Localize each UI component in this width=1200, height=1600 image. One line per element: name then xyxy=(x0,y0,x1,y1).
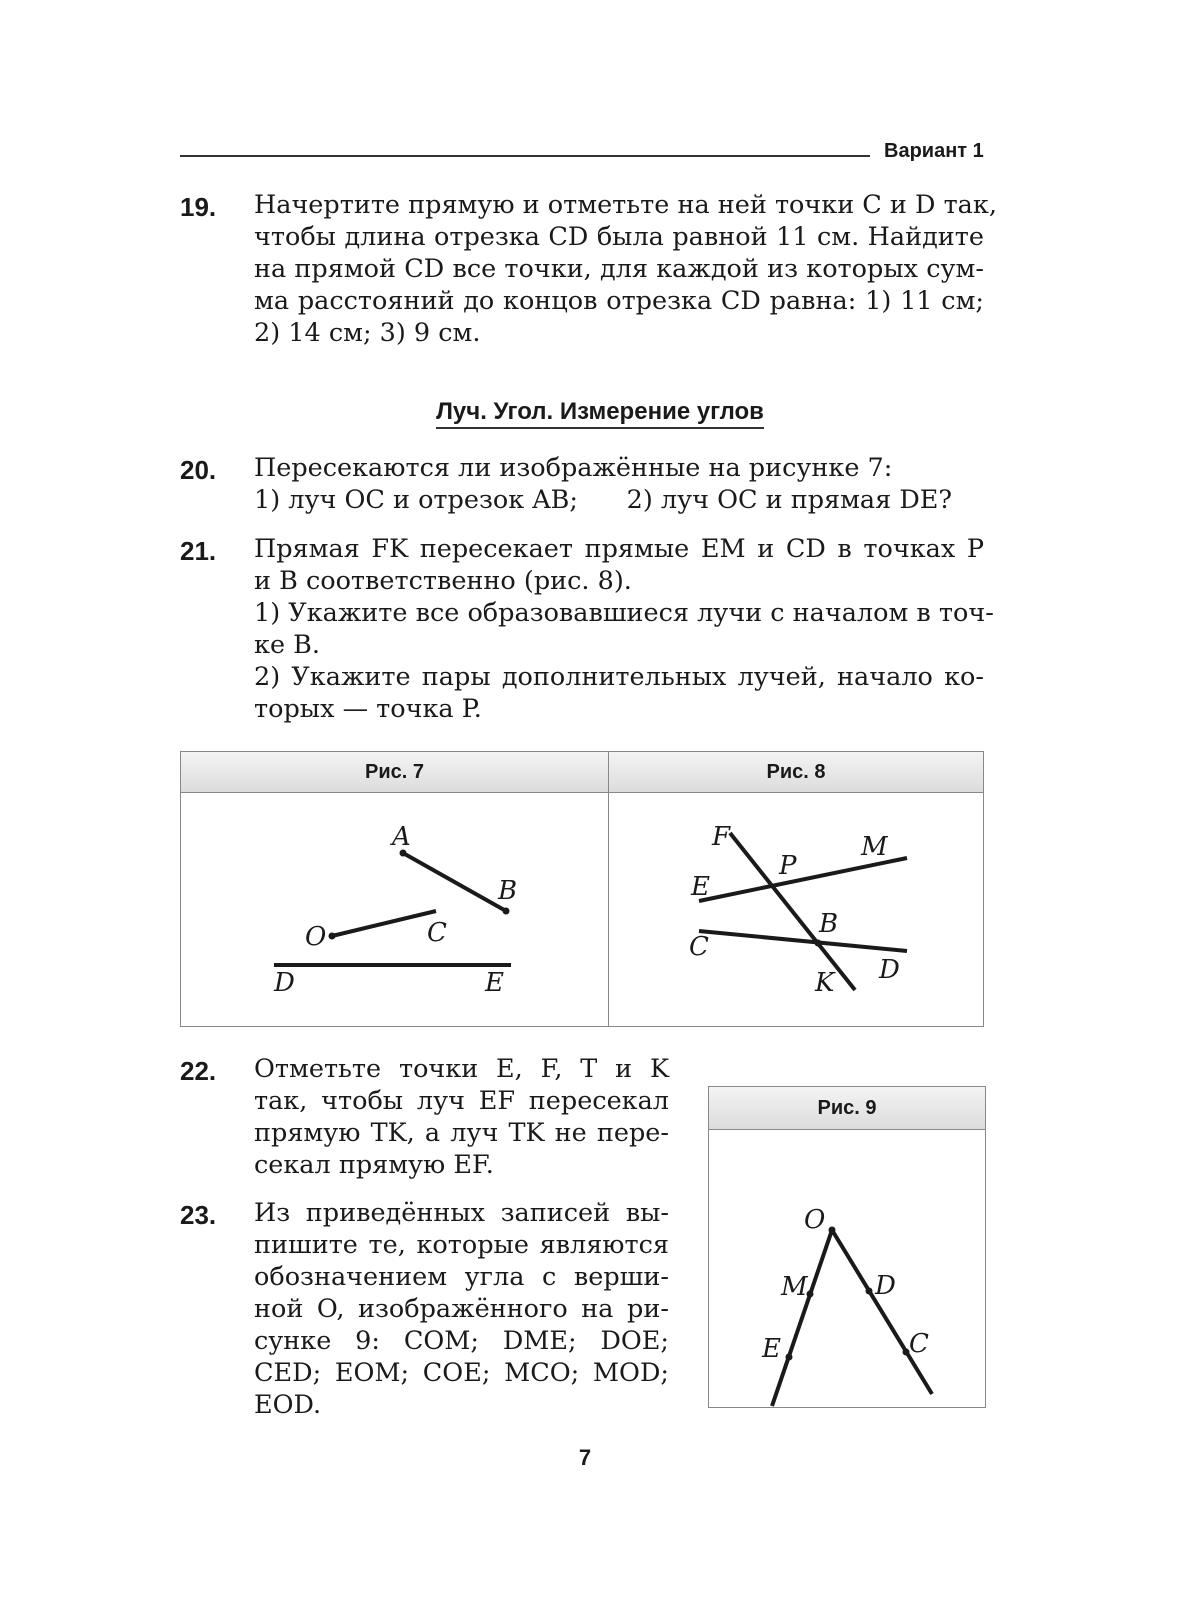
point-d xyxy=(866,1288,873,1295)
text-line: обозначением угла с верши- xyxy=(254,1262,669,1292)
label-o: O xyxy=(804,1205,826,1235)
label-d: D xyxy=(875,1271,896,1301)
text-line: 2) Укажите пары дополнительных лучей, начало ко- xyxy=(254,662,984,692)
figure-7-drawing xyxy=(181,793,608,1027)
problem-text xyxy=(254,1053,669,1181)
label-c: C xyxy=(689,932,709,962)
text-line: и B соответственно (рис. 8). xyxy=(254,566,632,596)
text-line: Отметьте точки E, F, T и K xyxy=(254,1054,669,1084)
text-line: торых — точка P. xyxy=(254,694,482,724)
text-line: Начертите прямую и отметьте на ней точки C и D так, xyxy=(254,190,997,220)
label-c: C xyxy=(909,1329,929,1359)
figure-7-body xyxy=(181,793,608,1026)
point-e xyxy=(786,1354,793,1361)
text-line: сунке 9: COM; DME; DOE; xyxy=(254,1326,669,1356)
line-em xyxy=(699,858,907,901)
header-rule xyxy=(180,155,870,157)
text-line: ке B. xyxy=(254,630,320,660)
point-o xyxy=(829,1227,836,1234)
label-b: B xyxy=(819,909,839,939)
figure-7 xyxy=(181,752,609,1026)
text-line: Пересекаются ли изображённые на рисунке 7: xyxy=(254,453,893,483)
ray-oc xyxy=(832,1230,932,1394)
section-title-text: Луч. Угол. Измерение углов xyxy=(436,398,764,429)
label-b: B xyxy=(498,876,518,906)
label-e: E xyxy=(691,872,710,902)
text-line: Прямая FK пересекает прямые EM и CD в точках P xyxy=(254,534,984,564)
problem-text xyxy=(254,189,997,349)
line-cd xyxy=(699,931,907,951)
figure-9-body xyxy=(709,1130,985,1407)
ray-oc xyxy=(332,911,436,936)
page-number: 7 xyxy=(578,1445,592,1470)
problem-text xyxy=(254,1197,669,1421)
text-line: Из приведённых записей вы- xyxy=(254,1198,669,1228)
label-m: M xyxy=(781,1272,808,1302)
figure-8-body xyxy=(609,793,983,1026)
text-line: 1) Укажите все образовавшиеся лучи с началом в точ- xyxy=(254,598,994,628)
label-m: M xyxy=(861,832,888,862)
problem-number: 20. xyxy=(180,455,217,485)
ray-oe xyxy=(772,1230,832,1406)
point-b xyxy=(503,908,510,915)
label-o: O xyxy=(305,922,327,952)
text-line: CED; EOM; COE; MCO; MOD; xyxy=(254,1358,669,1388)
label-e: E xyxy=(485,968,504,998)
label-e: E xyxy=(762,1334,781,1364)
text-line: чтобы длина отрезка CD была равной 11 см. Найдите xyxy=(254,222,984,252)
figure-8-title: Рис. 8 xyxy=(609,752,983,793)
label-d: D xyxy=(274,968,295,998)
text-line: EOD. xyxy=(254,1390,322,1420)
figure-9-title: Рис. 9 xyxy=(709,1087,985,1130)
problem-text xyxy=(254,533,994,725)
section-title xyxy=(0,398,1200,426)
figure-7-title: Рис. 7 xyxy=(181,752,608,793)
text-line: так, чтобы луч EF пересекал xyxy=(254,1086,669,1116)
figure-8 xyxy=(609,752,983,1026)
label-f: F xyxy=(712,822,731,852)
figure-8-drawing xyxy=(609,793,983,1027)
text-line: 1) луч OC и отрезок AB; 2) луч OC и прямая DE? xyxy=(254,485,953,515)
segment-ab xyxy=(403,853,506,911)
figure-9-drawing xyxy=(709,1130,985,1407)
problem-number: 23. xyxy=(180,1200,217,1230)
text-line: 2) 14 см; 3) 9 см. xyxy=(254,318,481,348)
label-d: D xyxy=(879,955,900,985)
label-c: C xyxy=(427,918,447,948)
label-p: P xyxy=(779,851,797,881)
figure-9 xyxy=(708,1086,986,1408)
problem-number: 22. xyxy=(180,1056,217,1086)
text-line: ма расстояний до концов отрезка CD равна: 1) 11 см; xyxy=(254,286,984,316)
label-k: K xyxy=(815,968,835,998)
problem-number: 21. xyxy=(180,536,217,566)
label-a: A xyxy=(392,822,411,852)
problem-number: 19. xyxy=(180,192,217,222)
point-b xyxy=(815,940,822,947)
text-line: пишите те, которые являются xyxy=(254,1230,669,1260)
text-line: ной O, изображённого на ри- xyxy=(254,1294,669,1324)
point-o xyxy=(329,933,336,940)
variant-label: Вариант 1 xyxy=(884,140,984,162)
text-line: секал прямую EF. xyxy=(254,1150,494,1180)
problem-text xyxy=(254,452,984,516)
text-line: прямую TK, а луч TK не пере- xyxy=(254,1118,669,1148)
figures-table xyxy=(180,751,984,1027)
text-line: на прямой CD все точки, для каждой из которых сум- xyxy=(254,254,984,284)
